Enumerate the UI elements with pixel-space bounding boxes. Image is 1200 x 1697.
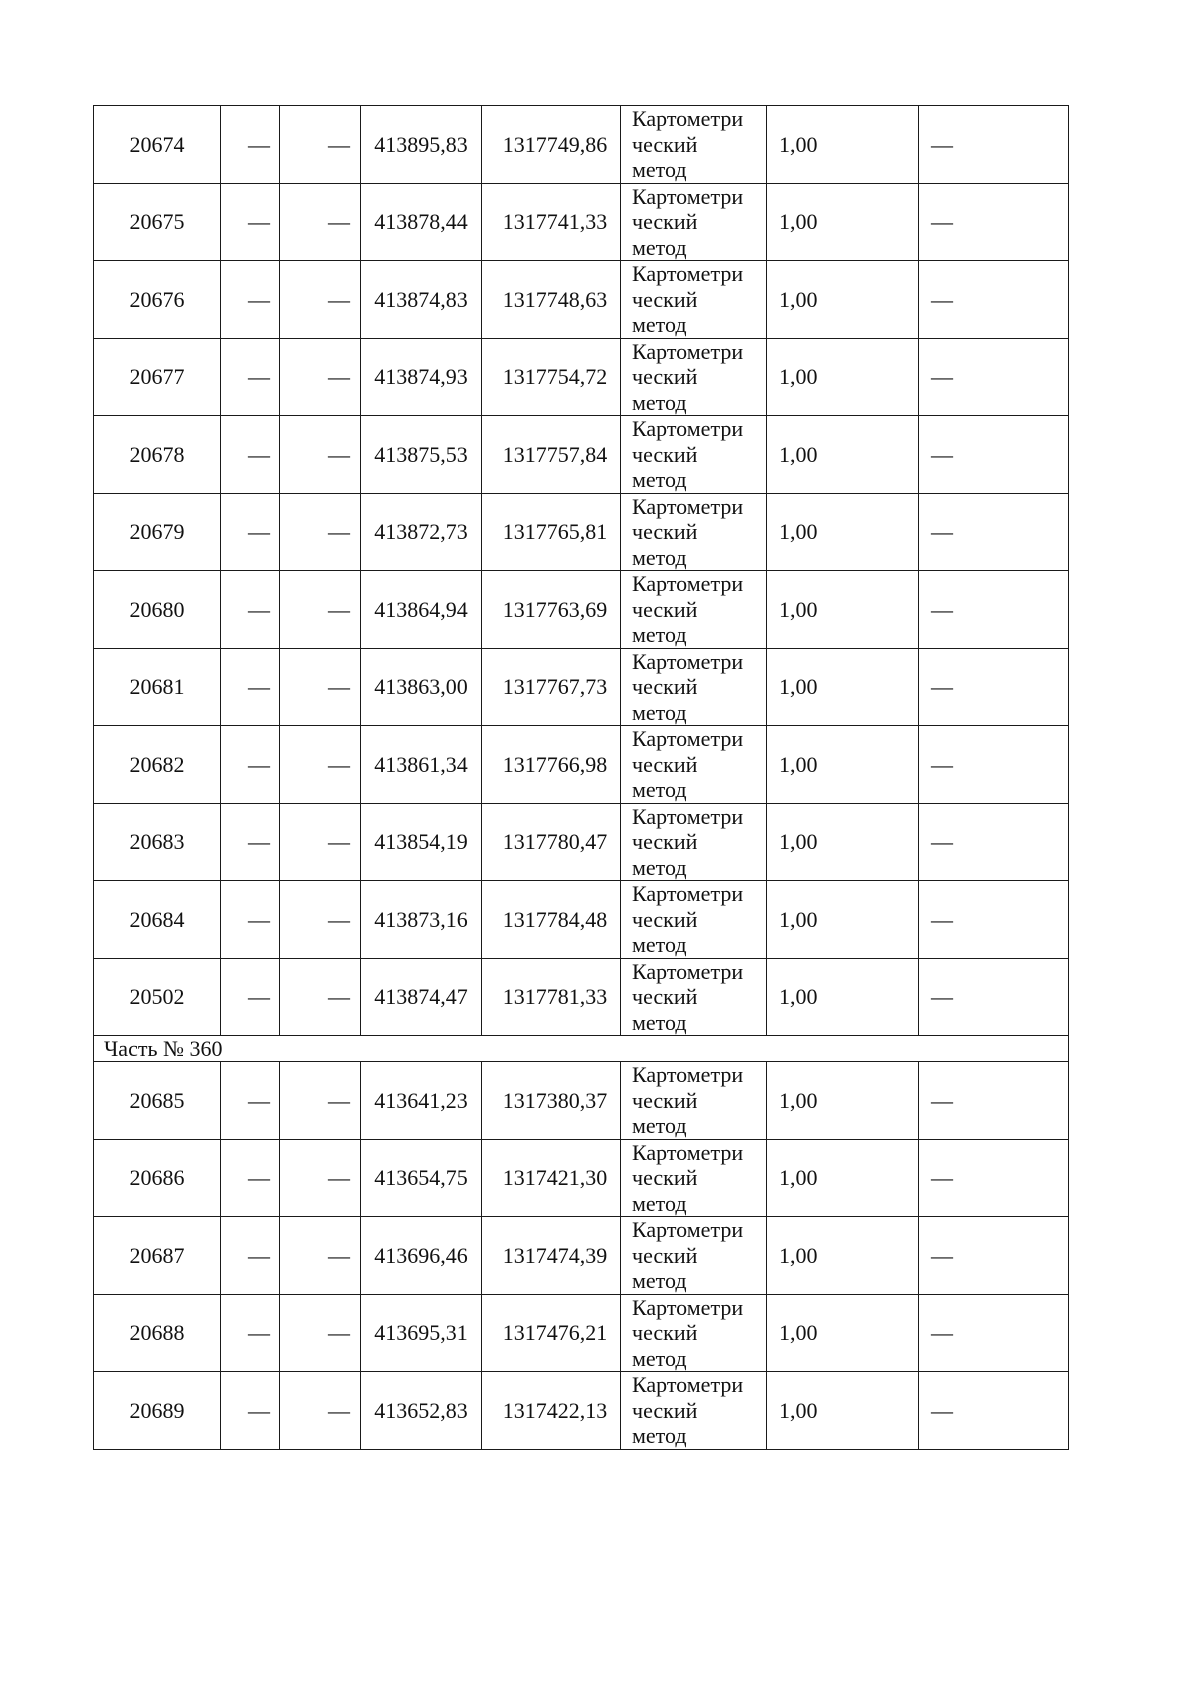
y-coordinate-cell: 1317757,84 (482, 416, 621, 494)
x-coordinate-cell: 413878,44 (361, 183, 482, 261)
method-cell: Картометри ческий метод (621, 338, 767, 416)
x-coordinate-cell: 413873,16 (361, 881, 482, 959)
accuracy-cell: 1,00 (767, 493, 919, 571)
dash-cell: — (280, 261, 361, 339)
point-number-cell: 20684 (94, 881, 221, 959)
method-cell: Картометри ческий метод (621, 881, 767, 959)
x-coordinate-cell: 413875,53 (361, 416, 482, 494)
dash-cell: — (919, 958, 1069, 1036)
x-coordinate-cell: 413864,94 (361, 571, 482, 649)
y-coordinate-cell: 1317780,47 (482, 803, 621, 881)
accuracy-cell: 1,00 (767, 338, 919, 416)
method-cell: Картометри ческий метод (621, 726, 767, 804)
point-number-cell: 20681 (94, 648, 221, 726)
y-coordinate-cell: 1317422,13 (482, 1372, 621, 1450)
table-row (94, 726, 1069, 804)
method-cell: Картометри ческий метод (621, 1139, 767, 1217)
y-coordinate-cell: 1317754,72 (482, 338, 621, 416)
table-row (94, 1372, 1069, 1450)
accuracy-cell: 1,00 (767, 881, 919, 959)
y-coordinate-cell: 1317763,69 (482, 571, 621, 649)
x-coordinate-cell: 413874,93 (361, 338, 482, 416)
method-cell: Картометри ческий метод (621, 648, 767, 726)
dash-cell: — (919, 416, 1069, 494)
point-number-cell: 20682 (94, 726, 221, 804)
table-row (94, 416, 1069, 494)
dash-cell: — (221, 803, 280, 881)
coordinates-table (93, 105, 1069, 1450)
x-coordinate-cell: 413874,83 (361, 261, 482, 339)
dash-cell: — (280, 1217, 361, 1295)
accuracy-cell: 1,00 (767, 416, 919, 494)
table-section-part-360 (94, 1062, 1069, 1450)
x-coordinate-cell: 413696,46 (361, 1217, 482, 1295)
dash-cell: — (280, 1062, 361, 1140)
y-coordinate-cell: 1317748,63 (482, 261, 621, 339)
dash-cell: — (919, 261, 1069, 339)
x-coordinate-cell: 413652,83 (361, 1372, 482, 1450)
accuracy-cell: 1,00 (767, 261, 919, 339)
dash-cell: — (919, 1062, 1069, 1140)
table-row (94, 1062, 1069, 1140)
dash-cell: — (221, 416, 280, 494)
dash-cell: — (221, 338, 280, 416)
dash-cell: — (280, 571, 361, 649)
dash-cell: — (280, 1139, 361, 1217)
table-row (94, 571, 1069, 649)
dash-cell: — (221, 1139, 280, 1217)
x-coordinate-cell: 413895,83 (361, 106, 482, 184)
dash-cell: — (221, 958, 280, 1036)
dash-cell: — (221, 1372, 280, 1450)
method-cell: Картометри ческий метод (621, 106, 767, 184)
y-coordinate-cell: 1317421,30 (482, 1139, 621, 1217)
dash-cell: — (221, 1062, 280, 1140)
x-coordinate-cell: 413641,23 (361, 1062, 482, 1140)
method-cell: Картометри ческий метод (621, 1062, 767, 1140)
dash-cell: — (919, 338, 1069, 416)
accuracy-cell: 1,00 (767, 1294, 919, 1372)
dash-cell: — (919, 1294, 1069, 1372)
point-number-cell: 20674 (94, 106, 221, 184)
dash-cell: — (280, 338, 361, 416)
method-cell: Картометри ческий метод (621, 416, 767, 494)
dash-cell: — (280, 648, 361, 726)
accuracy-cell: 1,00 (767, 1372, 919, 1450)
x-coordinate-cell: 413861,34 (361, 726, 482, 804)
dash-cell: — (919, 183, 1069, 261)
table-row (94, 493, 1069, 571)
dash-cell: — (919, 726, 1069, 804)
table-row (94, 1139, 1069, 1217)
table-row (94, 1294, 1069, 1372)
accuracy-cell: 1,00 (767, 183, 919, 261)
y-coordinate-cell: 1317741,33 (482, 183, 621, 261)
point-number-cell: 20502 (94, 958, 221, 1036)
table-row (94, 106, 1069, 184)
method-cell: Картометри ческий метод (621, 493, 767, 571)
dash-cell: — (919, 803, 1069, 881)
x-coordinate-cell: 413695,31 (361, 1294, 482, 1372)
x-coordinate-cell: 413872,73 (361, 493, 482, 571)
dash-cell: — (280, 1294, 361, 1372)
dash-cell: — (280, 958, 361, 1036)
y-coordinate-cell: 1317380,37 (482, 1062, 621, 1140)
y-coordinate-cell: 1317749,86 (482, 106, 621, 184)
table-row (94, 648, 1069, 726)
dash-cell: — (221, 183, 280, 261)
table-row (94, 261, 1069, 339)
point-number-cell: 20687 (94, 1217, 221, 1295)
y-coordinate-cell: 1317781,33 (482, 958, 621, 1036)
table-row (94, 1217, 1069, 1295)
dash-cell: — (221, 1294, 280, 1372)
y-coordinate-cell: 1317476,21 (482, 1294, 621, 1372)
dash-cell: — (280, 1372, 361, 1450)
dash-cell: — (221, 881, 280, 959)
method-cell: Картометри ческий метод (621, 183, 767, 261)
accuracy-cell: 1,00 (767, 958, 919, 1036)
point-number-cell: 20679 (94, 493, 221, 571)
accuracy-cell: 1,00 (767, 1139, 919, 1217)
x-coordinate-cell: 413874,47 (361, 958, 482, 1036)
part-label: Часть № 360 (94, 1036, 1069, 1062)
y-coordinate-cell: 1317474,39 (482, 1217, 621, 1295)
dash-cell: — (221, 648, 280, 726)
method-cell: Картометри ческий метод (621, 1294, 767, 1372)
dash-cell: — (919, 106, 1069, 184)
method-cell: Картометри ческий метод (621, 803, 767, 881)
accuracy-cell: 1,00 (767, 106, 919, 184)
y-coordinate-cell: 1317765,81 (482, 493, 621, 571)
point-number-cell: 20680 (94, 571, 221, 649)
dash-cell: — (221, 261, 280, 339)
table-row (94, 183, 1069, 261)
point-number-cell: 20689 (94, 1372, 221, 1450)
dash-cell: — (919, 648, 1069, 726)
dash-cell: — (221, 726, 280, 804)
point-number-cell: 20678 (94, 416, 221, 494)
point-number-cell: 20675 (94, 183, 221, 261)
dash-cell: — (919, 1372, 1069, 1450)
table-row (94, 958, 1069, 1036)
x-coordinate-cell: 413854,19 (361, 803, 482, 881)
point-number-cell: 20685 (94, 1062, 221, 1140)
dash-cell: — (280, 416, 361, 494)
accuracy-cell: 1,00 (767, 1217, 919, 1295)
table-row (94, 338, 1069, 416)
dash-cell: — (221, 493, 280, 571)
dash-cell: — (280, 803, 361, 881)
part-separator-section (94, 1036, 1069, 1062)
table-row (94, 881, 1069, 959)
accuracy-cell: 1,00 (767, 1062, 919, 1140)
dash-cell: — (919, 493, 1069, 571)
method-cell: Картометри ческий метод (621, 1217, 767, 1295)
part-header-row (94, 1036, 1069, 1062)
accuracy-cell: 1,00 (767, 726, 919, 804)
dash-cell: — (280, 106, 361, 184)
y-coordinate-cell: 1317766,98 (482, 726, 621, 804)
y-coordinate-cell: 1317784,48 (482, 881, 621, 959)
method-cell: Картометри ческий метод (621, 571, 767, 649)
dash-cell: — (919, 571, 1069, 649)
dash-cell: — (221, 571, 280, 649)
x-coordinate-cell: 413863,00 (361, 648, 482, 726)
point-number-cell: 20676 (94, 261, 221, 339)
method-cell: Картометри ческий метод (621, 958, 767, 1036)
point-number-cell: 20686 (94, 1139, 221, 1217)
table-section-before-part (94, 106, 1069, 1036)
accuracy-cell: 1,00 (767, 803, 919, 881)
point-number-cell: 20677 (94, 338, 221, 416)
dash-cell: — (919, 881, 1069, 959)
dash-cell: — (280, 726, 361, 804)
dash-cell: — (280, 881, 361, 959)
y-coordinate-cell: 1317767,73 (482, 648, 621, 726)
dash-cell: — (221, 1217, 280, 1295)
accuracy-cell: 1,00 (767, 571, 919, 649)
dash-cell: — (919, 1217, 1069, 1295)
dash-cell: — (280, 493, 361, 571)
dash-cell: — (280, 183, 361, 261)
accuracy-cell: 1,00 (767, 648, 919, 726)
method-cell: Картометри ческий метод (621, 261, 767, 339)
method-cell: Картометри ческий метод (621, 1372, 767, 1450)
dash-cell: — (221, 106, 280, 184)
point-number-cell: 20688 (94, 1294, 221, 1372)
dash-cell: — (919, 1139, 1069, 1217)
table-row (94, 803, 1069, 881)
point-number-cell: 20683 (94, 803, 221, 881)
x-coordinate-cell: 413654,75 (361, 1139, 482, 1217)
